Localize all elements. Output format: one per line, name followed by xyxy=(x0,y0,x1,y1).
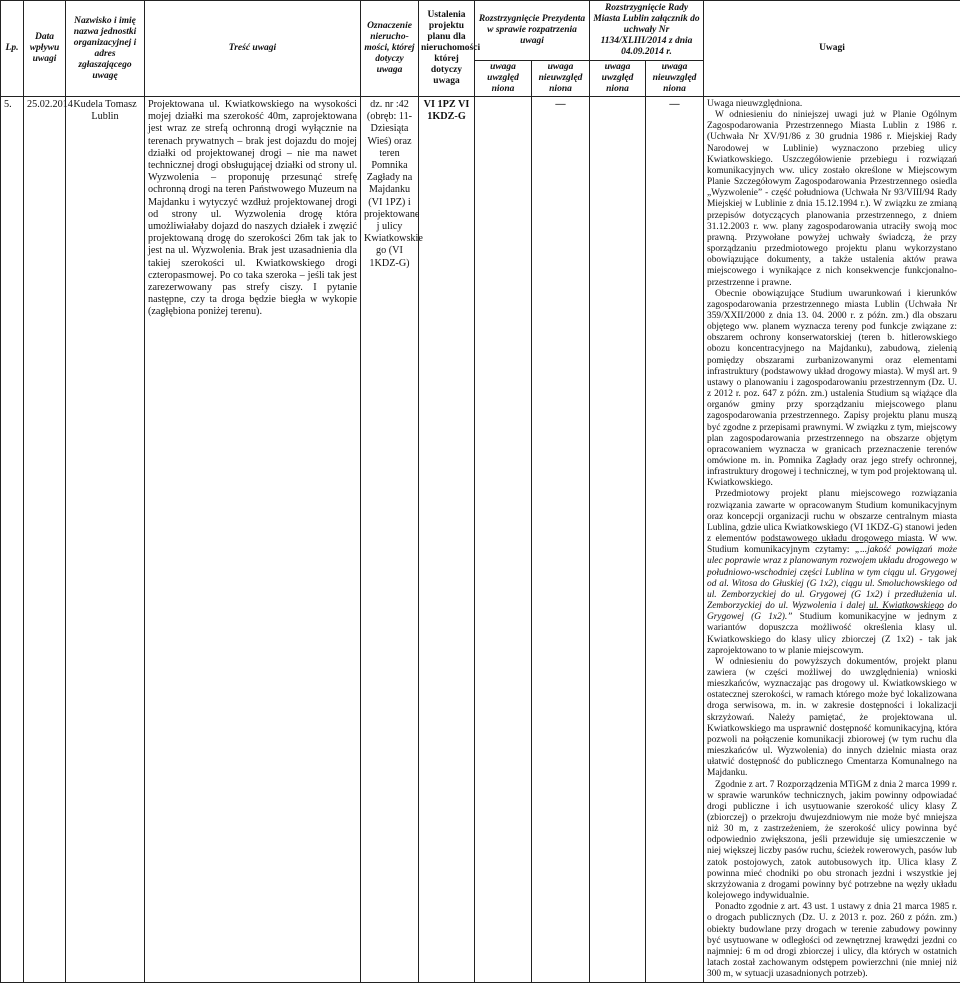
header-prez-uwzgledniona: uwaga uwzględ niona xyxy=(475,61,532,97)
uwagi-paragraph: Obecnie obowiązujące Studium uwarunkowań i kierunków zagospodarowania przestrzennego miasta Lublin (Uchwała Nr 359/XXII/2000 z dnia 13. 04. 2000 r. z późn. zm.) dla obszaru objętego ww. planem wyznacza tereny pod funkcje związane z: obszarem ochrony konserwatorskiej (teren b. hitlerowskiego obozu koncentracyjnego na Majdanku), zabudową, zielenią pomiędzy obszarami zurbanizowanymi oraz elementami infrastruktury (podstawowy układ drogowy miasta). W myśl art. 9 ustawy o planowaniu i zagospodarowaniu przestrzennym (Dz. U. z 2012 r. poz. 647 z późn. zm.) ustalenia Studium są wiążące dla organów gminy przy sporządzaniu miejscowego planu zagospodarowania przestrzennego. Zapisy projektu planu muszą być zgodne z przepisami prawnymi. W związku z tym, miejscowy plan zagospodarowania przestrzennego na obszarze objętym opracowaniem wyznacza w granicach przeznaczenie terenów omówione m. in. Pomnika Zagłady oraz jego strefy ochronnej, infrastruktury drogowej i technicznej, w tym pod projektowaną ul. Kwiatkowskiego. xyxy=(707,289,957,490)
row-rada-nieuwzgl: — xyxy=(646,97,704,983)
uwagi-paragraph: W odniesieniu do powyższych dokumentów, projekt planu zawiera (w części możliwej do uwzględnienia) wnioski mieszkańców, wyznaczając pas drogowy ul. Kwiatkowskiego w ostatecznej szerokości, w ramach którego może być lokalizowana droga serwisowa, m. in. w zakresie dostępności i lokalizacji skrzyżowań. Należy pamiętać, że projektowana ul. Kwiatkowskiego ma usprawnić dostępność komunikacyjną, która pozwoli na połączenie komunikacji zbiorowej (w tym ruchu dla mieszkańców ul. Wyzwolenia) do innych dzielnic miasta oraz ułatwić dostępność do publicznego Cmentarza Komunalnego na Majdanku. xyxy=(707,657,957,780)
row-uwagi xyxy=(704,97,960,983)
header-tresc: Treść uwagi xyxy=(145,1,361,97)
table-row xyxy=(1,97,960,983)
row-date: 25.02.2014 xyxy=(24,97,66,983)
uwagi-paragraph: Ponadto zgodnie z art. 43 ust. 1 ustawy z dnia 21 marca 1985 r. o drogach publicznych (Dz. U. z 2013 r. poz. 260 z późn. zm.) obiekty budowlane przy drogach w terenie zabudowy powinny być usytuowane w odległości od zewnętrznej krawędzi jezdni co najmniej: 6 m od drogi zbiorczej i ulicy, dla których w ostatnich latach został zachowanym odstępem powierzchni (nie mniej niż 300 m, w sytuacji uzasadnionych potrzeb). xyxy=(707,902,957,980)
row-person: Kudela Tomasz Lublin xyxy=(66,97,145,983)
uwagi-text: Studium komunikacyjne w jednym z wariantów dopuszcza możliwość określenia klasy ul. Kwiatkowskiego do klasy ulicy zbiorczej (Z 1x2) - tak jak zaprojektowano to w planie miejscowym. xyxy=(707,612,957,655)
header-ustalenia: Ustalenia projektu planu dla nieruchomości której dotyczy uwaga xyxy=(419,1,475,97)
header-prez-nieuwzgledniona: uwaga nieuwzględ niona xyxy=(532,61,590,97)
header-rada: Rozstrzygnięcie Rady Miasta Lublin załącznik do uchwały Nr 1134/XLIII/2014 z dnia 04.09.2014 r. xyxy=(590,1,704,61)
uwagi-quote: „...jakość powiązań może ulec poprawie wraz z planowanym rozwojem układu drogowego w południowo-wschodniej części Lublina w tym ciągu ul. Grygowej od al. Witosa do Głuskiej (G 1x2), ciągu ul. Smoluchowskiego od ul. Zemborzyckiej do ul. Grygowej (G 1x2) i przedłużenia ul. Zemborzyckiej do ul. Wyzwolenia i dalej xyxy=(707,545,957,611)
header-rada-nieuwzgledniona: uwaga nieuwzględ niona xyxy=(646,61,704,97)
row-prez-uwzgl xyxy=(475,97,532,983)
uwagi-paragraph: W odniesieniu do niniejszej uwagi już w Planie Ogólnym Zagospodarowania Przestrzennego Miasta Lublin z 1986 r. (Uchwała Nr XV/91/86 z 30 grudnia 1986 r. Miejskiej Rady Narodowej w Lublinie) wyznaczono przebieg ulicy Kwiatkowskiego. Uszczegółowienie przebiegu i rozwiązań komunikacyjnych ww. ulicy zostało określone w Miejscowym Planie Szczegółowym Zagospodarowania Przestrzennego osiedla „Wyzwolenie” - część południowa (Uchwała Nr 93/VIII/94 Rady Miejskiej w Lublinie z dnia 15.12.1994 r.). W związku ze zmianą przepisów dotyczących planowania przestrzennego, z dniem 31.12.2003 r. ww. plany zagospodarowania utraciły swoją moc prawną. Przywołane powyżej uchwały świadczą, że przy sporządzaniu przedmiotowego projektu planu wykorzystano obowiązujące dokumenty, a także ustalenia aktów prawa miejscowego i wynikające z nich konsekwencje funkcjonalno-przestrzenne i prawne. xyxy=(707,110,957,289)
header-uwagi: Uwagi xyxy=(704,1,960,97)
row-ustalenia: VI 1PZ VI 1KDZ-G xyxy=(419,97,475,983)
uwagi-paragraph xyxy=(707,489,957,656)
header-prezydent: Rozstrzygnięcie Prezydenta w sprawie rozpatrzenia uwagi xyxy=(475,1,590,61)
uwagi-underlined-text: podstawowego układu drogowego miasta xyxy=(761,534,922,544)
row-prez-nieuwzgl: — xyxy=(532,97,590,983)
uwagi-paragraph: Zgodnie z art. 7 Rozporządzenia MTiGM z dnia 2 marca 1999 r. w sprawie warunków technicznych, jakim powinny odpowiadać drogi publiczne i ich usytuowanie szerokość ulicy klasy Z (zbiorczej) o przekroju dwujezdniowym nie może być mniejsza niż 30 m, z zastrzeżeniem, że szerokość ulicy powinna być odpowiednio zwiększona, jeśli przewiduje się umieszczenie w niej większej liczby pasów ruchu, ścieżek rowerowych, pasów lub zatok postojowych, zatok autobusowych itp. Ulica klasy Z powinna mieć chodniki po obu stronach jezdni i wszystkie jej skrzyżowania z drogami powinny być potrzebne na węzły układu kolejowego indywidualnie. xyxy=(707,780,957,903)
uwagi-text: . W ww. Studium komunikacyjnym czytamy: xyxy=(707,534,957,555)
header-data-wplywu: Data wpływu uwagi xyxy=(24,1,66,97)
uwagi-verdict: Uwaga nieuwzględniona. xyxy=(707,99,957,110)
header-rada-uwzgledniona: uwaga uwzględ niona xyxy=(590,61,646,97)
row-lp: 5. xyxy=(1,97,24,983)
header-nazwisko: Nazwisko i imię nazwa jednostki organizacyjnej i adres zgłaszającego uwagę xyxy=(66,1,145,97)
row-rada-uwzgl xyxy=(590,97,646,983)
uwagi-quote-underlined: ul. Kwiatkowskiego xyxy=(869,601,944,611)
header-oznaczenie: Oznaczenie nierucho-mości, której dotyczy uwaga xyxy=(361,1,419,97)
row-oznaczenie: dz. nr :42 (obręb: 11-Dziesiąta Wieś) oraz teren Pomnika Zagłady na Majdanku (VI 1PZ) i projektowane j ulicy Kwiatkowskie go (VI 1KDZ-G) xyxy=(361,97,419,983)
header-lp: Lp. xyxy=(1,1,24,97)
row-tresc: Projektowana ul. Kwiatkowskiego na wysokości mojej działki ma szerokość 40m, zaprojektowana jest wraz ze strefą ochronną drogi wyłącznie na terenach prywatnych – brak jest dojazdu do mojej działki od projektowanej drogi – nie ma nawet technicznej drogi obsługującej działki od strony ul. Wyzwolenia – proponuję przesunąć strefę ochronną drogi na teren Państwowego Muzeum na Majdanku i wytyczyć wzdłuż projektowanej drogi od strony ul. Wyzwolenia drogę która umożliwiałaby dojazd do naszych działek i zwęzić projektowaną drogę do szerokości 26m tak jak to jest na ul. Wyzwolenia. Brak jest uzasadnienia dla takiej szerokości ul. Kwiatkowskiego drogi czteropasmowej. Po co taka szeroka – jeśli tak jest zarezerwowany pas strefy ciszy. I pytanie następne, czy ta droga będzie biegła w wykopie (zagłębiona poniżej terenu). xyxy=(145,97,361,983)
uwagi-quote: do Grygowej (G 1x2).” xyxy=(707,601,957,622)
uwagi-text: Przedmiotowy projekt planu miejscowego rozwiązania rozwiązania zawarte w opracowanym Studium komunikacyjnym oraz koncepcji organizacji ruchu w obszarze centralnym miasta Lublina, gdzie ulica Kwiatkowskiego (VI 1KDZ-G) stanowi jeden z elementów xyxy=(707,489,957,544)
